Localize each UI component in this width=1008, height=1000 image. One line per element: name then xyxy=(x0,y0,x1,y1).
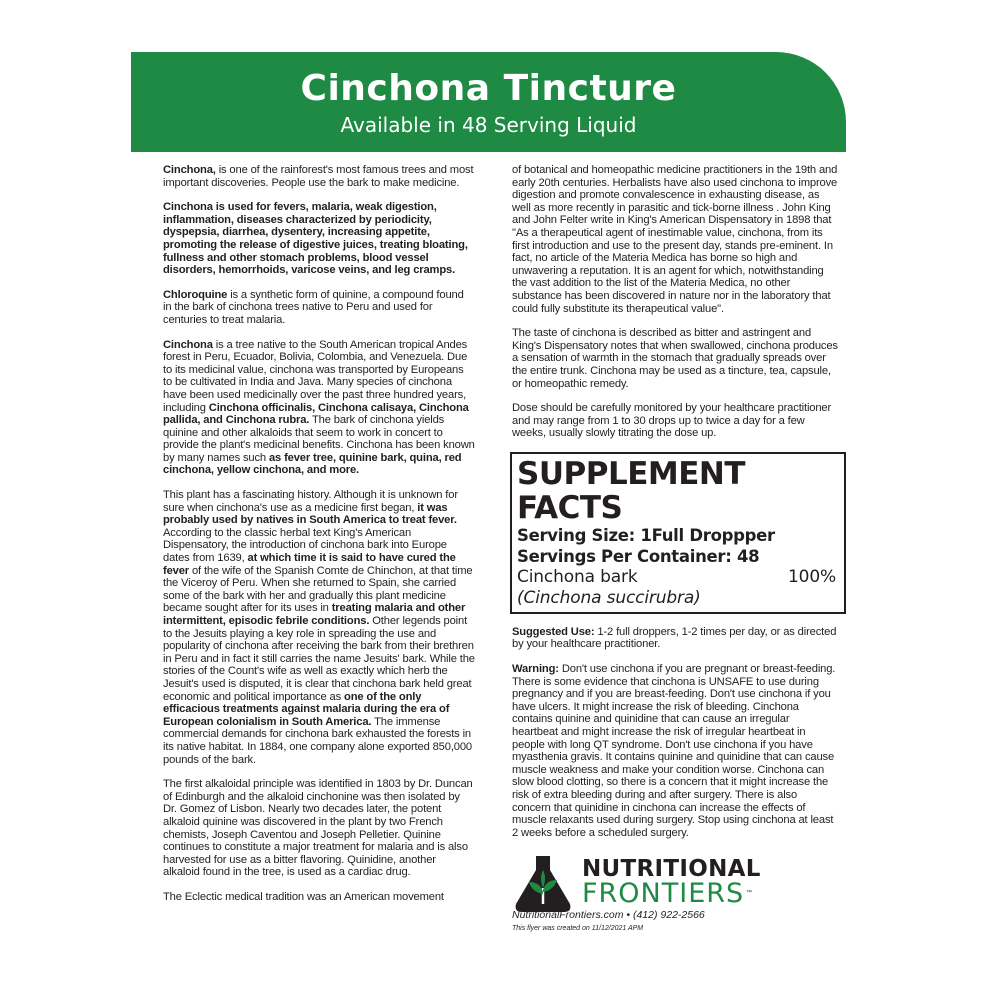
bold-text: treating malaria and other intermittent, episodic febrile conditions. xyxy=(163,602,466,627)
ingredient-row xyxy=(517,567,836,588)
body-text: is a synthetic form of quinine, a compound found in the bark of cinchona trees native to Peru and used for centuries to treat malaria. xyxy=(163,288,464,326)
paragraph-alkaloids xyxy=(163,778,475,879)
paragraph-history xyxy=(163,489,475,766)
body-text: Dose should be carefully monitored by your healthcare practitioner and may range from 1 to 30 drops up to twice a day for a few weeks, usually slowly titrating the dose up. xyxy=(512,402,832,440)
ingredient-percent: 100% xyxy=(787,566,836,587)
servings-per-container: Servings Per Container: 48 xyxy=(517,546,760,566)
paragraph-eclectic xyxy=(163,891,475,904)
serving-size: Serving Size: 1Full Droppper xyxy=(517,525,775,545)
body-text: Other legends point to the Jesuits playing a key role in spreading the use and popularity of cinchona after receiving the bark from their brethren in Peru and in fact it still carries the name Jesuits' bark. While the stories of the Count's wife as well as exactly which herb the Jesuit's used is disputed, it is clear that cinchona bark held great economic and political importance as xyxy=(163,615,475,703)
bold-text: one of the only efficacious treatments against malaria during the era of European colonialism in South America. xyxy=(163,690,450,728)
body-text: of botanical and homeopathic medicine practitioners in the 19th and early 20th centuries. Herbalists have also used cinchona to improve digestion and promote convalescence in exhausting disease, as well as more recently in parasitic and tick-borne illness . John King and John Felter write in King's American Dispensatory in 1898 that "As a therapeutical agent of inestimable value, cinchona, from its first introduction and use to the present day, stands pre-eminent. In fact, no article of the Materia Medica has borne so high and unwavering a reputation. It is an agent for which, notwithstanding the vast addition to the list of the Materia Medica, no other substance has been discovered in nature nor in the laboratory that could fully substitute its therapeutical value". xyxy=(512,164,838,315)
paragraph-taste xyxy=(512,327,838,390)
ingredient-name: Cinchona bark xyxy=(517,566,638,587)
paragraph-origin xyxy=(163,339,475,478)
bold-text: it was probably used by natives in South America to treat fever. xyxy=(163,501,457,527)
body-text: is a tree native to the South American tropical Andes forest in Peru, Ecuador, Bolivia, Colombia, and Venezuela. Due to its medicinal value, cinchona was transported by Europeans to be cultivated in India and Java. Many species of cinchona have been used medicinally over the past three hundred years, including xyxy=(163,338,468,414)
created-date-note: This flyer was created on 11/12/2021 APM xyxy=(512,925,644,932)
paragraph-warning xyxy=(512,663,838,839)
body-text: The taste of cinchona is described as bitter and astringent and King's Dispensatory notes that when swallowed, cinchona produces a sensation of warmth in the stomach that gradually spreads over the entire trunk. Cinchona may be used as a tincture, tea, capsule, or homeopathic remedy. xyxy=(512,327,838,390)
bold-text: as fever tree, quinine bark, quina, red cinchona, yellow cinchona, and more. xyxy=(163,451,462,477)
left-column xyxy=(163,164,475,915)
body-text: The Eclectic medical tradition was an American movement xyxy=(163,890,444,903)
bold-text: Warning: xyxy=(512,663,559,676)
contact-info: NutritionalFrontiers.com • (412) 922-2566 xyxy=(512,909,705,921)
paragraph-uses xyxy=(163,201,475,277)
bold-text: at which time it is said to have cured the fever xyxy=(163,552,456,577)
ingredient-latin-name: (Cinchona succirubra) xyxy=(517,587,701,608)
brand-footer xyxy=(512,852,842,932)
trademark-mark: ™ xyxy=(746,890,752,896)
body-text: This plant has a fascinating history. Although it is unknown for sure when cinchona's use as a medicine first began, xyxy=(163,489,458,514)
brand-name-line1: NUTRITIONAL xyxy=(582,856,761,882)
paragraph-chloroquine xyxy=(163,289,475,327)
body-text: The immense commercial demands for cinchona bark exhausted the forests in its native habitat. In 1884, one company alone exported 850,000 pounds of the bark. xyxy=(163,715,473,766)
body-text: is one of the rainforest's most famous trees and most important discoveries. People use the bark to make medicine. xyxy=(163,164,474,189)
bold-text: Cinchona is used for fevers, malaria, weak digestion, inflammation, diseases characterized by periodicity, dyspepsia, diarrhea, dysentery, increasing appetite, promoting the release of digestive juices, treating bloating, fullness and other stomach problems, blood vessel disorders, hemorrhoids, varicose veins, and leg cramps. xyxy=(163,201,468,277)
bold-text: Cinchona, xyxy=(163,164,216,176)
paragraph-suggested-use xyxy=(512,626,838,651)
brand-name-line2: FRONTIERS xyxy=(582,878,745,909)
header-banner xyxy=(131,52,846,152)
bold-text: Suggested Use: xyxy=(512,625,595,638)
body-text: According to the classic herbal text King's American Dispensatory, the introduction of cinchona bark into Europe dates from 1639, xyxy=(163,526,447,565)
body-text: The bark of cinchona yields quinine and other alkaloids that seem to work in concert to provide the plant's medicinal benefits. Cinchona has been known by many names such xyxy=(163,414,475,464)
flask-leaf-logo-icon xyxy=(512,854,574,914)
bold-text: Cinchona xyxy=(163,338,213,351)
supplement-facts-box xyxy=(510,452,846,614)
paragraph-eclectic-cont xyxy=(512,164,838,315)
body-text: 1-2 full droppers, 1-2 times per day, or as directed by your healthcare practitioner. xyxy=(512,625,837,651)
bold-text: Cinchona officinalis, Cinchona calisaya, Cinchona pallida, and Cinchona rubra. xyxy=(163,401,469,427)
paragraph-dose xyxy=(512,402,838,440)
supplement-facts-heading: SUPPLEMENT FACTS xyxy=(517,455,745,526)
body-text: Don't use cinchona if you are pregnant or breast-feeding. There is some evidence that cinchona is UNSAFE to use during pregnancy and if you are breast-feeding. Don't use cinchona if you have ulcers. It might increase the risk of bleeding. Cinchona contains quinine and quinidine that can cause an irregular heartbeat and might increase the risk of irregular heartbeat in people with long QT syndrome. Don't use cinchona if you have myasthenia gravis. It contains quinine and quinidine that can cause muscle weakness and make your condition worse. Cinchona can slow blood clotting, so there is a concern that it might increase the risk of extra bleeding during and after surgery. There is also concern that quinidine in cinchona can increase the effects of muscle relaxants used during surgery. Stop using cinchona at least 2 weeks before a scheduled surgery. xyxy=(512,663,836,839)
paragraph-intro xyxy=(163,164,475,189)
page-title: Cinchona Tincture xyxy=(300,68,677,109)
body-text: The first alkaloidal principle was identified in 1803 by Dr. Duncan of Edinburgh and the alkaloid cinchonine was then isolated by Dr. Gomez of Lisbon. Nearly two decades later, the potent alkaloid quinine was discovered in the plant by two French chemists, Joseph Caventou and Joseph Pelletier. Quinine continues to constitute a major treatment for malaria and is also harvested for use as a bitter flavoring. Quinidine, another alkaloid found in the tree, is used as a cardiac drug. xyxy=(163,778,473,879)
bold-text: Chloroquine xyxy=(163,288,228,301)
right-column xyxy=(512,164,838,851)
page-subtitle: Available in 48 Serving Liquid xyxy=(340,113,637,137)
body-text: of the wife of the Spanish Comte de Chinchon, at that time the Viceroy of Peru. When she returned to Spain, she carried some of the bark with her and gradually this plant medicine became sought after for its uses in xyxy=(163,564,473,615)
